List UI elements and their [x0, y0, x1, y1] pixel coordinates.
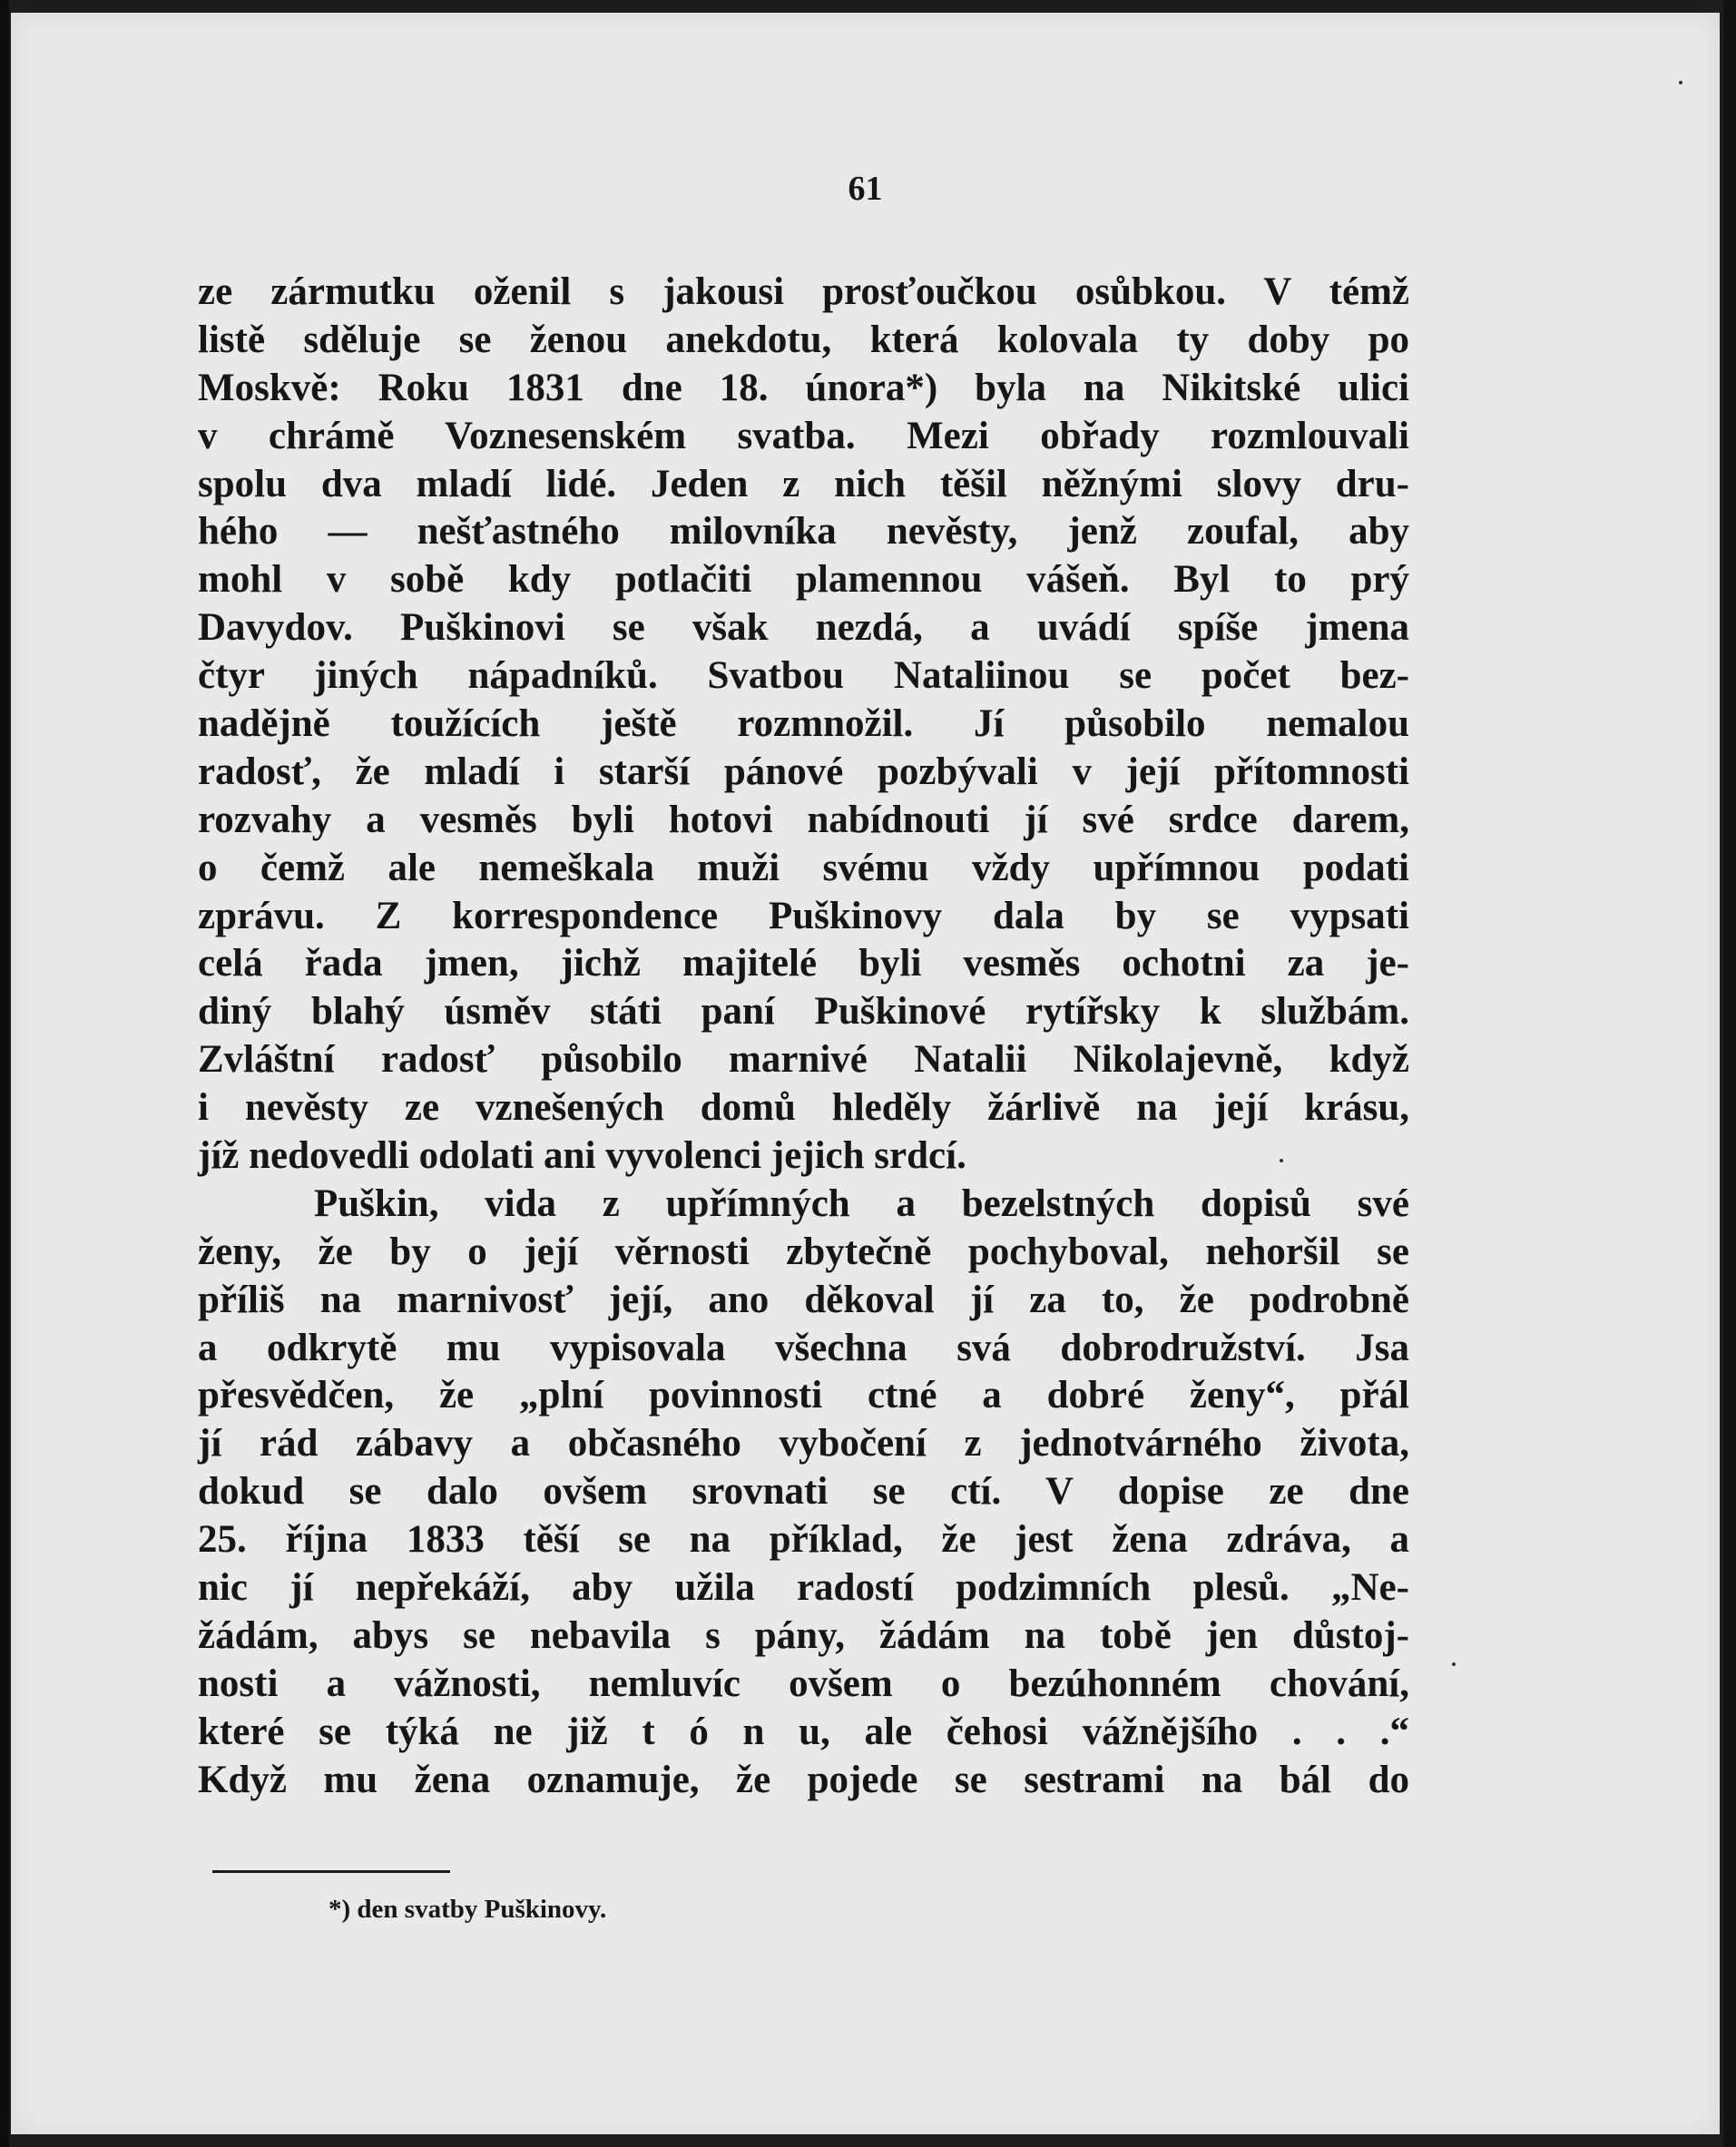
- text-line: dokud se dalo ovšem srovnati se ctí. V dopise ze dne: [198, 1470, 1409, 1514]
- text-line: Moskvě: Roku 1831 dne 18. února*) byla na Nikitské ulici: [198, 366, 1409, 409]
- text-line: celá řada jmen, jichž majitelé byli vesměs ochotni za je-: [198, 942, 1409, 985]
- body-text: [198, 269, 1409, 1805]
- paragraph-end-line: jíž nedovedli odolati ani vyvolenci jejich srdcí.: [198, 1134, 966, 1178]
- text-line: nic jí nepřekáží, aby užila radostí podzimních plesů. „Ne-: [198, 1566, 1409, 1610]
- footnote: *) den svatby Puškinovy.: [329, 1895, 607, 1924]
- text-line: ženy, že by o její věrnosti zbytečně pochyboval, nehoršil se: [198, 1230, 1409, 1273]
- text-line: hého — nešťastného milovníka nevěsty, jenž zoufal, aby: [198, 510, 1409, 554]
- book-page: [11, 13, 1720, 2134]
- text-line: diný blahý úsměv státi paní Puškinové rytířsky k službám.: [198, 990, 1409, 1034]
- text-line: nadějně toužících ještě rozmnožil. Jí působilo nemalou: [198, 702, 1409, 746]
- text-line: jí rád zábavy a občasného vybočení z jednotvárného života,: [198, 1422, 1409, 1466]
- text-line: žádám, abys se nebavila s pány, žádám na tobě jen důstoj-: [198, 1613, 1409, 1657]
- footnote-divider: [212, 1870, 450, 1873]
- text-line: ze zármutku oženil s jakousi prosťoučkou osůbkou. V témž: [198, 270, 1409, 313]
- text-line: spolu dva mladí lidé. Jeden z nich těšil něžnými slovy dru-: [198, 462, 1409, 505]
- text-line: přesvědčen, že „plní povinnosti ctné a dobré ženy“, přál: [198, 1374, 1409, 1417]
- text-line: listě sděluje se ženou anekdotu, která kolovala ty doby po: [198, 318, 1409, 361]
- text-line: zprávu. Z korrespondence Puškinovy dala by se vypsati: [198, 894, 1409, 937]
- text-line: Zvláštní radosť působilo marnivé Natalii Nikolajevně, když: [198, 1038, 1409, 1082]
- text-line: mohl v sobě kdy potlačiti plamennou vášeň. Byl to prý: [198, 558, 1409, 602]
- text-line: Když mu žena oznamuje, že pojede se sestrami na bál do: [198, 1758, 1409, 1801]
- text-line: Davydov. Puškinovi se však nezdá, a uvádí spíše jmena: [198, 606, 1409, 650]
- text-line: čtyr jiných nápadníků. Svatbou Nataliinou se počet bez-: [198, 654, 1409, 698]
- paragraph-start-line: Puškin, vida z upřímných a bezelstných dopisů své: [314, 1181, 1409, 1225]
- text-line: radosť, že mladí i starší pánové pozbývali v její přítomnosti: [198, 750, 1409, 793]
- scan-speck: [1280, 1159, 1283, 1162]
- text-line: příliš na marnivosť její, ano děkoval jí za to, že podrobně: [198, 1278, 1409, 1321]
- text-line: i nevěsty ze vznešených domů hleděly žárlivě na její krásu,: [198, 1086, 1409, 1130]
- text-line: nosti a vážnosti, nemluvíc ovšem o bezúhonném chování,: [198, 1662, 1409, 1705]
- text-line: rozvahy a vesměs byli hotovi nabídnouti jí své srdce darem,: [198, 798, 1409, 841]
- text-line: o čemž ale nemeškala muži svému vždy upřímnou podati: [198, 846, 1409, 889]
- text-line: které se týká ne již t ó n u, ale čehosi vážnějšího . . .“: [198, 1710, 1409, 1753]
- scan-right-edge: [1723, 0, 1736, 2147]
- text-line: a odkrytě mu vypisovala všechna svá dobrodružství. Jsa: [198, 1326, 1409, 1369]
- scan-speck: [1679, 81, 1682, 84]
- text-line: 25. října 1833 těší se na příklad, že jest žena zdráva, a: [198, 1518, 1409, 1562]
- scan-left-edge: [0, 0, 9, 2147]
- scan-speck: [1452, 1662, 1456, 1666]
- text-line: v chrámě Voznesenském svatba. Mezi obřady rozmlouvali: [198, 414, 1409, 457]
- page-number: 61: [848, 170, 883, 208]
